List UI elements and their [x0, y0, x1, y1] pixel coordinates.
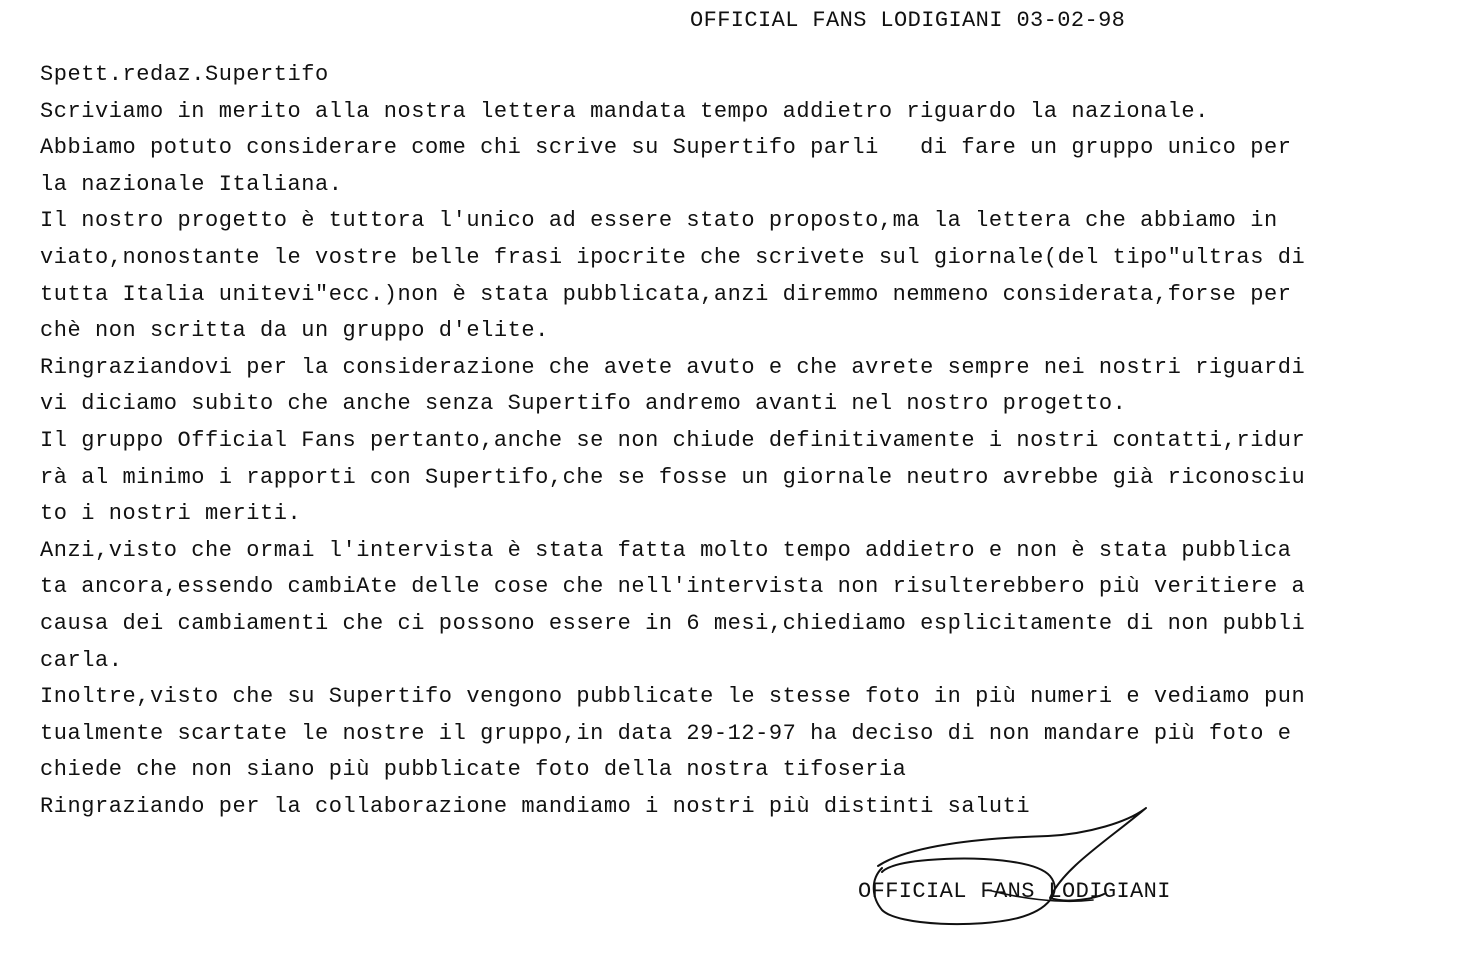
signature-typed-name: OFFICIAL FANS LODIGIANI [858, 879, 1171, 904]
letter-line: Scriviamo in merito alla nostra lettera mandata tempo addietro riguardo la nazionale. [40, 98, 1209, 124]
letter-line: chiede che non siano più pubblicate foto della nostra tifoseria [40, 757, 907, 783]
letter-line: Inoltre,visto che su Supertifo vengono pubblicate le stesse foto in più numeri e vediamo pun [40, 684, 1306, 710]
letter-line: rà al minimo i rapporti con Supertifo,che se fosse un giornale neutro avrebbe già riconosciu [40, 464, 1306, 490]
letter-line: causa dei cambiamenti che ci possono essere in 6 mesi,chiediamo esplicitamente di non pubbli [40, 610, 1306, 636]
letter-line: Ringraziando per la collaborazione mandiamo i nostri più distinti saluti [40, 793, 1031, 819]
letter-line: chè non scritta da un gruppo d'elite. [40, 318, 549, 344]
signature-block [858, 800, 1238, 940]
letter-line: ta ancora,essendo cambiAte delle cose che nell'intervista non risulterebbero più veritiere a [40, 574, 1306, 600]
letter-line: tualmente scartate le nostre il gruppo,in data 29-12-97 ha deciso di non mandare più foto e [40, 720, 1292, 746]
letter-line: la nazionale Italiana. [40, 171, 343, 197]
letter-line: Anzi,visto che ormai l'intervista è stata fatta molto tempo addietro e non è stata pubblica [40, 537, 1292, 563]
letter-line: vi diciamo subito che anche senza Supertifo andremo avanti nel nostro progetto. [40, 391, 1127, 417]
signature-stroke-flourish [878, 808, 1146, 901]
letter-line: Abbiamo potuto considerare come chi scrive su Supertifo parli di fare un gruppo unico per [40, 135, 1292, 161]
letter-body [40, 57, 1470, 825]
letter-line: tutta Italia unitevi"ecc.)non è stata pubblicata,anzi diremmo nemmeno considerata,forse per [40, 281, 1292, 307]
letter-header: OFFICIAL FANS LODIGIANI 03-02-98 [690, 8, 1126, 33]
signature-stroke-lower-loop [874, 859, 1055, 925]
letter-line: viato,nonostante le vostre belle frasi ipocrite che scrivete sul giornale(del tipo"ultras di [40, 244, 1306, 270]
letter-line: carla. [40, 647, 123, 673]
letter-line: Il nostro progetto è tuttora l'unico ad essere stato proposto,ma la lettera che abbiamo in [40, 208, 1278, 234]
letter-line: Il gruppo Official Fans pertanto,anche se non chiude definitivamente i nostri contatti,ridur [40, 427, 1306, 453]
letter-line: Ringraziandovi per la considerazione che avete avuto e che avrete sempre nei nostri riguardi [40, 354, 1306, 380]
letter-line: Spett.redaz.Supertifo [40, 62, 329, 87]
handwritten-signature [858, 800, 1238, 940]
letter-line: to i nostri meriti. [40, 501, 302, 527]
